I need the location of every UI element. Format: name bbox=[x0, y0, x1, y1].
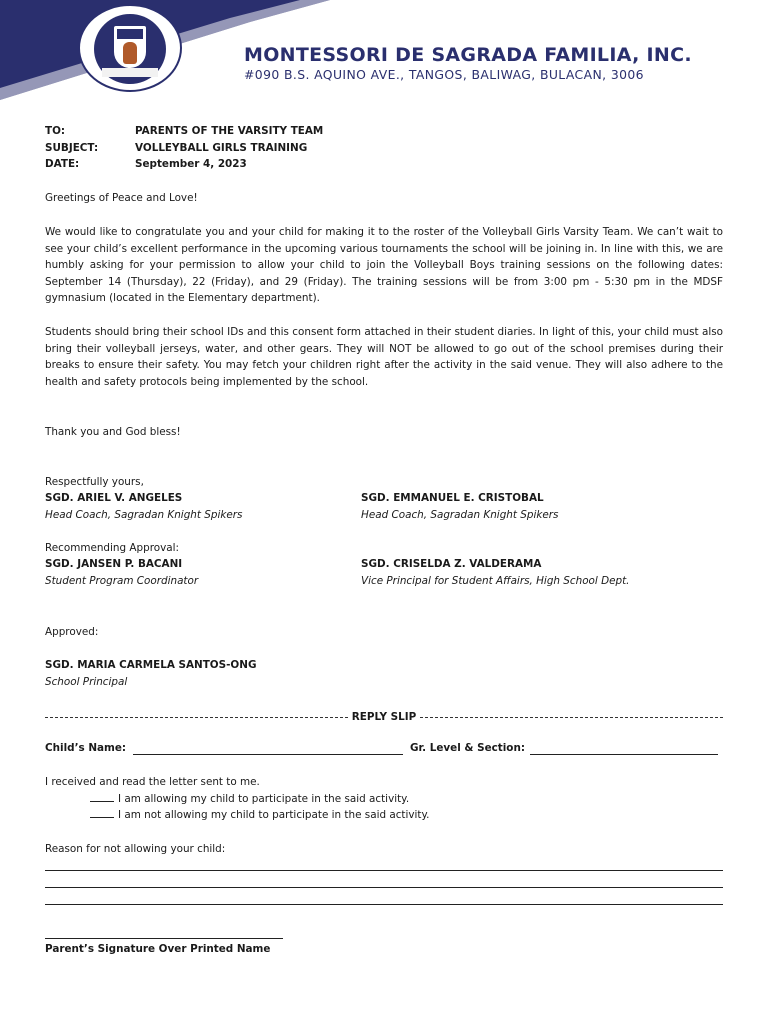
signatory-3-name: SGD. JANSEN P. BACANI bbox=[45, 558, 183, 570]
memo-date-label: DATE: bbox=[45, 158, 80, 170]
memo-to-value: PARENTS OF THE VARSITY TEAM bbox=[135, 125, 324, 137]
allow-checkbox[interactable] bbox=[90, 801, 114, 802]
memo-subject-label: SUBJECT: bbox=[45, 142, 99, 154]
grade-section-label: Gr. Level & Section: bbox=[410, 742, 525, 754]
received-statement: I received and read the letter sent to me. bbox=[45, 776, 260, 788]
cut-line-right bbox=[420, 717, 723, 718]
school-address: #090 B.S. AQUINO AVE., TANGOS, BALIWAG, BULACAN, 3006 bbox=[244, 67, 644, 82]
body-paragraph-2: Students should bring their school IDs and this consent form attached in their student diaries. In light of this, your child must also bring their volleyball jerseys, water, and other gears. They will NOT be allowed to go out of the school premises during their breaks to ensure their safety. You may fetch your children right after the activity in the said venue. They will also adhere to the health and safety protocols being implemented by the school. bbox=[45, 326, 723, 388]
greeting: Greetings of Peace and Love! bbox=[45, 192, 198, 204]
not-allow-checkbox[interactable] bbox=[90, 817, 114, 818]
cut-line-left bbox=[45, 717, 348, 718]
reason-line-2[interactable] bbox=[45, 887, 723, 888]
signatory-4-name: SGD. CRISELDA Z. VALDERAMA bbox=[361, 558, 542, 570]
reply-slip-label: REPLY SLIP bbox=[351, 711, 417, 723]
memo-to-row bbox=[45, 125, 323, 137]
signatory-4-title: Vice Principal for Student Affairs, High School Dept. bbox=[361, 575, 630, 587]
grade-section-field[interactable] bbox=[530, 754, 718, 755]
school-seal-icon bbox=[78, 4, 182, 92]
recommending-approval: Recommending Approval: bbox=[45, 542, 180, 554]
signatory-3-title: Student Program Coordinator bbox=[45, 575, 199, 587]
school-name: MONTESSORI DE SAGRADA FAMILIA, INC. bbox=[244, 44, 692, 66]
approved-label: Approved: bbox=[45, 626, 99, 638]
reason-line-1[interactable] bbox=[45, 870, 723, 871]
option-allow-label: I am allowing my child to participate in the said activity. bbox=[118, 793, 410, 805]
child-name-label: Child’s Name: bbox=[45, 742, 127, 754]
body-paragraph-1: We would like to congratulate you and your child for making it to the roster of the Volleyball Girls Varsity Team. We can’t wait to see your child’s excellent performance in the upcoming various tournaments the school will be joining in. In line with this, we are humbly asking for your permission to allow your child to join the Volleyball Boys training sessions on the following dates: September 14 (Thursday), 22 (Friday), and 29 (Friday). The training sessions will be from 3:00 pm - 5:30 pm in the MDSF gymnasium (located in the Elementary department). bbox=[45, 226, 723, 305]
memo-date-value: September 4, 2023 bbox=[135, 158, 247, 170]
signatory-2-name: SGD. EMMANUEL E. CRISTOBAL bbox=[361, 492, 544, 504]
signatory-5-name: SGD. MARIA CARMELA SANTOS-ONG bbox=[45, 659, 257, 671]
signatory-1-title: Head Coach, Sagradan Knight Spikers bbox=[45, 509, 243, 521]
signatory-2-title: Head Coach, Sagradan Knight Spikers bbox=[361, 509, 559, 521]
memo-subject-value: VOLLEYBALL GIRLS TRAINING bbox=[135, 142, 308, 154]
option-not-allow-label: I am not allowing my child to participate in the said activity. bbox=[118, 809, 430, 821]
signature-line[interactable] bbox=[45, 938, 283, 939]
closing: Thank you and God bless! bbox=[45, 426, 181, 438]
respectfully-yours: Respectfully yours, bbox=[45, 476, 144, 488]
signature-label: Parent’s Signature Over Printed Name bbox=[45, 943, 271, 955]
reason-line-3[interactable] bbox=[45, 904, 723, 905]
signatory-1-name: SGD. ARIEL V. ANGELES bbox=[45, 492, 183, 504]
memo-subject-row bbox=[45, 142, 307, 154]
reason-label: Reason for not allowing your child: bbox=[45, 843, 226, 855]
memo-to-label: TO: bbox=[45, 125, 66, 137]
option-allow bbox=[90, 793, 409, 805]
option-not-allow bbox=[90, 809, 429, 821]
child-name-field[interactable] bbox=[133, 754, 403, 755]
memo-date-row bbox=[45, 158, 247, 170]
reply-slip-divider bbox=[45, 710, 723, 724]
signatory-5-title: School Principal bbox=[45, 676, 128, 688]
